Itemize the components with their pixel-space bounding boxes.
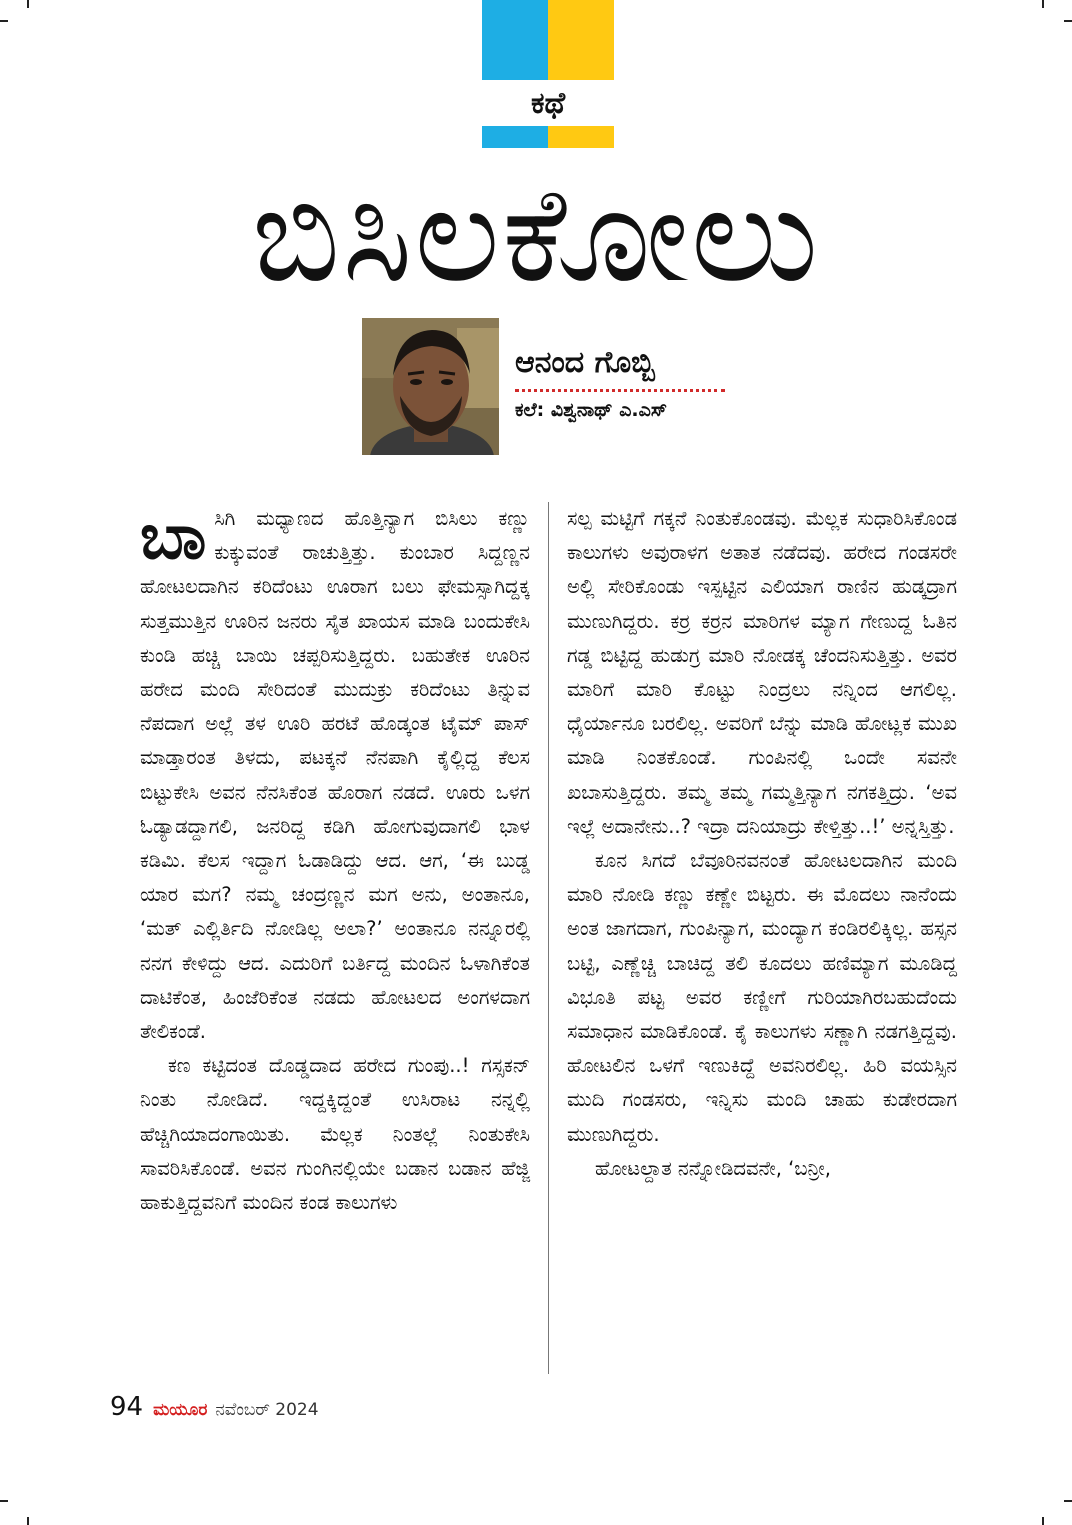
magazine-logo: ಮಯೂರ	[153, 1400, 208, 1420]
column-divider	[548, 502, 549, 1374]
section-tag	[482, 0, 614, 148]
crop-mark	[0, 1500, 8, 1502]
issue-date: ನವೆಂಬರ್ 2024	[215, 1400, 319, 1420]
crop-mark	[27, 1517, 29, 1525]
story-column-right	[567, 502, 957, 1186]
byline-divider	[515, 389, 725, 392]
page-number: 94	[110, 1392, 144, 1422]
story-paragraph: ಕಣ ಕಟ್ಟಿದಂತ ದೊಡ್ಡದಾದ ಹರೇದ ಗುಂಪು..! ಗಸ್ಸಕನ್ ನಿಂತು ನೋಡಿದೆ. ಇದ್ದಕ್ಕಿದ್ದಂತೆ ಉಸಿರಾಟ ನನ್ನಲ್ಲಿ ಹೆಚ್ಚಿಗಿಯಾದಂಗಾಯಿತು. ಮೆಲ್ಲಕ ನಿಂತಲ್ಲೆ ನಿಂತುಕೇಸಿ ಸಾವರಿಸಿಕೊಂಡೆ. ಅವನ ಗುಂಗಿನಲ್ಲಿಯೇ ಬಡಾನ ಬಡಾನ ಹೆಜ್ಜಿ ಹಾಕುತ್ತಿದ್ದವನಿಗೆ ಮಂದಿನ ಕಂಡ ಕಾಲುಗಳು	[140, 1054, 530, 1215]
story-paragraph	[140, 502, 530, 1049]
story-paragraph: ಸಲ್ಪ ಮಟ್ಟಿಗೆ ಗಕ್ಕನೆ ನಿಂತುಕೊಂಡವು. ಮೆಲ್ಲಕ ಸುಧಾರಿಸಿಕೊಂಡ ಕಾಲುಗಳು ಅವುರಾಳಗ ಅತಾತ ನಡೆದವು. ಹರೇದ ಗಂಡಸರೇ ಅಲ್ಲಿ ಸೇರಿಕೊಂಡು ಇಸ್ಪಟ್ಟಿನ ಎಲಿಯಾಗ ರಾಣಿನ ಹುಡ್ಕದ್ರಾಗ ಮುಣುಗಿದ್ದರು. ಕರ್ರ ಕರ್ರನ ಮಾರಿಗಳ ಮ್ಯಾಗ ಗೇಣುದ್ದ ಓತಿನ ಗಡ್ಡ ಬಿಟ್ಟಿದ್ದ ಹುಡುಗ್ರ ಮಾರಿ ನೋಡಕ್ಕ ಚೆಂದನಿಸುತ್ತಿತ್ತು. ಅವರ ಮಾರಿಗೆ ಮಾರಿ ಕೊಟ್ಟು ನಿಂದ್ರಲು ನನ್ನಿಂದ ಆಗಲಿಲ್ಲ. ಧೈರ್ಯಾನೂ ಬರಲಿಲ್ಲ. ಅವರಿಗೆ ಬೆನ್ನು ಮಾಡಿ ಹೋಟ್ಲಕ ಮುಖ ಮಾಡಿ ನಿಂತಕೊಂಡೆ. ಗುಂಪಿನಲ್ಲಿ ಒಂದೇ ಸವನೇ ಖಬಾಸುತ್ತಿದ್ದರು. ತಮ್ಮ ತಮ್ಮ ಗಮ್ಮತ್ತಿನ್ಯಾಗ ನಗಕತ್ತಿದ್ರು. ‘ಅವ ಇಲ್ಲೆ ಅದಾನೇನು..? ಇದ್ರಾ ದನಿಯಾದ್ರು ಕೇಳ್ತಿತ್ತು..!’ ಅನ್ನಸ್ತಿತ್ತು.	[567, 507, 957, 838]
story-paragraph-text: ಸಿಗಿ ಮಧ್ಯಾಣದ ಹೊತ್ತಿನ್ಯಾಗ ಬಿಸಿಲು ಕಣ್ಣು ಕುಕ್ಕುವಂತೆ ರಾಚುತ್ತಿತ್ತು. ಕುಂಬಾರ ಸಿದ್ದಣ್ಣನ ಹೋಟಲದಾಗಿನ ಕರಿದೆಂಟು ಊರಾಗ ಬಲು ಫೇಮಸ್ಸಾಗಿದ್ದಕ್ಕ ಸುತ್ತಮುತ್ತಿನ ಊರಿನ ಜನರು ಸೈತ ಖಾಯಸ ಮಾಡಿ ಬಂದುಕೇಸಿ ಕುಂಡಿ ಹಚ್ಚಿ ಬಾಯಿ ಚಪ್ಪರಿಸುತ್ತಿದ್ದರು. ಬಹುತೇಕ ಊರಿನ ಹರೇದ ಮಂದಿ ಸೇರಿದಂತೆ ಮುದುಕ್ರು ಕರಿದೆಂಟು ತಿನ್ನುವ ನೆಪದಾಗ ಅಲ್ಲೆ ತಳ ಊರಿ ಹರಟೆ ಹೊಡ್ಕಂತ ಟೈಮ್ ಪಾಸ್ ಮಾಡ್ತಾರಂತ ತಿಳದು, ಪಟಕ್ಕನೆ ನೆನಪಾಗಿ ಕೈಲ್ಲಿದ್ದ ಕೆಲಸ ಬಿಟ್ಟುಕೇಸಿ ಅವನ ನೆನಸಿಕೆಂತ ಹೊರಾಗ ನಡದೆ. ಊರು ಒಳಗ ಓಡ್ಯಾಡದ್ದಾಗಲಿ, ಜನರಿದ್ದ ಕಡಿಗಿ ಹೋಗುವುದಾಗಲಿ ಭಾಳ ಕಡಿಮಿ. ಕೆಲಸ ಇದ್ದಾಗ ಓಡಾಡಿದ್ದು ಆದ. ಆಗ, ‘ಈ ಬುಡ್ಡ ಯಾರ ಮಗ? ನಮ್ಮ ಚಂದ್ರಣ್ಣನ ಮಗ ಅನು, ಅಂತಾನೂ, ‘ಮತ್ ಎಲ್ಲಿರ್ತಿದಿ ನೋಡಿಲ್ಲ ಅಲಾ?’ ಅಂತಾನೂ ನನ್ನೂರಲ್ಲಿ ನನಗ ಕೇಳಿದ್ದು ಆದ. ಎದುರಿಗೆ ಬರ್ತಿದ್ದ ಮಂದಿನ ಓಳಾಗಿಕೆಂತ ದಾಟಿಕೆಂತ, ಹಿಂಜೆರಿಕೆಂತ ನಡದು ಹೋಟಲದ ಅಂಗಳದಾಗ ತೇಲಿಕಂಡೆ.	[140, 507, 530, 1044]
author-portrait-image	[362, 318, 499, 455]
story-column-left	[140, 502, 530, 1220]
story-paragraph: ಕೂನ ಸಿಗದೆ ಬೆವೂರಿನವನಂತೆ ಹೋಟಲದಾಗಿನ ಮಂದಿ ಮಾರಿ ನೋಡಿ ಕಣ್ಣು ಕಣ್ಣೇ ಬಿಟ್ಟರು. ಈ ಮೊದಲು ನಾನೆಂದು ಅಂತ ಜಾಗದಾಗ, ಗುಂಪಿನ್ಯಾಗ, ಮಂದ್ಯಾಗ ಕಂಡಿರಲಿಕ್ಕಿಲ್ಲ. ಹಸ್ಸನ ಬಟ್ಟಿ, ಎಣ್ಣೆಚ್ಚಿ ಬಾಚಿದ್ದ ತಲಿ ಕೂದಲು ಹಣಿಮ್ಯಾಗ ಮೂಡಿದ್ದ ವಿಭೂತಿ ಪಟ್ಟ ಅವರ ಕಣ್ಣೀಗೆ ಗುರಿಯಾಗಿರಬಹುದೆಂದು ಸಮಾಧಾನ ಮಾಡಿಕೊಂಡೆ. ಕೈ ಕಾಲುಗಳು ಸಣ್ಣಾಗಿ ನಡಗತ್ತಿದ್ದವು. ಹೋಟಲಿನ ಒಳಗೆ ಇಣುಕಿದ್ದೆ ಅವನಿರಲಿಲ್ಲ. ಹಿರಿ ವಯಸ್ಸಿನ ಮುದಿ ಗಂಡಸರು, ಇನ್ನಿಸು ಮಂದಿ ಚಾಹು ಕುಡೇರದಾಗ ಮುಣುಗಿದ್ದರು.	[567, 849, 957, 1146]
section-tag-yellow	[548, 0, 614, 80]
section-tag-top-bar	[482, 0, 614, 80]
crop-mark	[27, 0, 29, 8]
crop-mark	[1064, 20, 1072, 22]
author-name: ಆನಂದ ಗೊಬ್ಬಿ	[515, 345, 655, 380]
crop-mark	[1064, 1500, 1072, 1502]
crop-mark	[1042, 1517, 1044, 1525]
crop-mark	[0, 20, 8, 22]
section-tag-yellow	[548, 126, 614, 148]
crop-mark	[1042, 0, 1044, 8]
section-label: ಕಥೆ	[530, 86, 566, 121]
story-title: ಬಿಸಿಲಕೋಲು	[251, 158, 821, 312]
author-photo	[362, 318, 499, 455]
page-footer	[110, 1392, 319, 1428]
section-tag-blue	[482, 126, 548, 148]
story-paragraph: ಹೋಟಲ್ದಾತ ನನ್ನೋಡಿದವನೇ, ‘ಬನ್ರೀ,	[595, 1156, 831, 1180]
drop-cap: ಬಾ	[140, 500, 207, 574]
artist-credit: ಕಲೆ: ವಿಶ್ವನಾಥ್ ಎ.ಎಸ್	[515, 399, 668, 421]
section-tag-bottom-bar	[482, 126, 614, 148]
section-tag-blue	[482, 0, 548, 80]
